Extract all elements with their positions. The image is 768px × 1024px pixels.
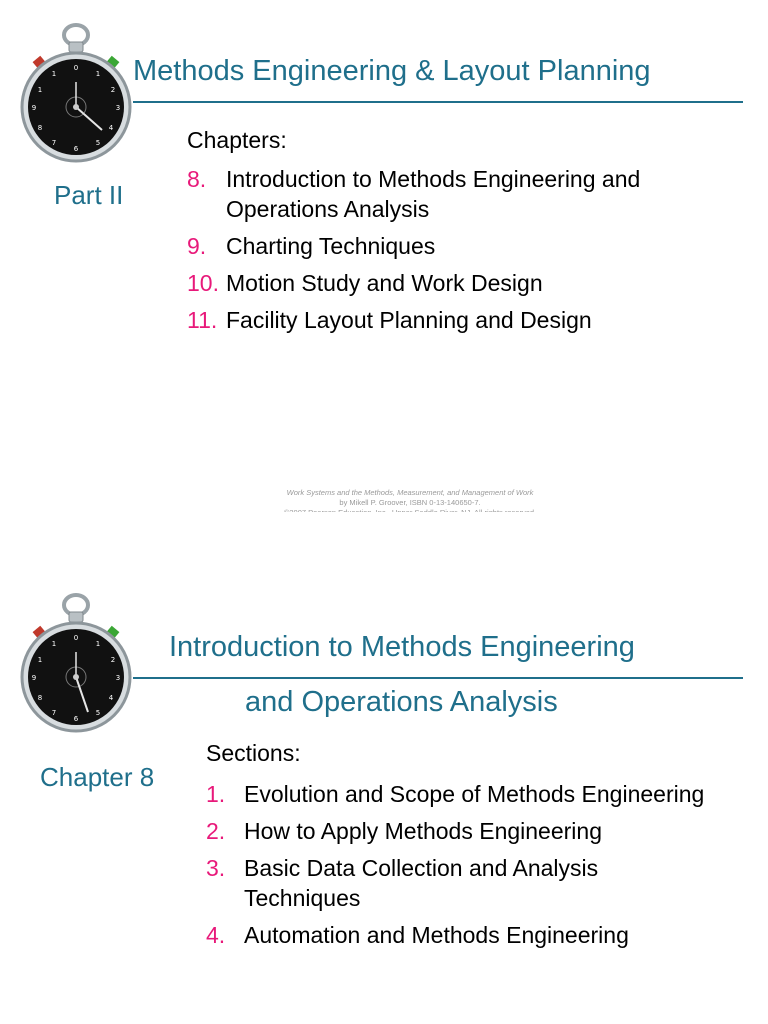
part-label: Part II: [54, 180, 124, 210]
svg-text:8: 8: [37, 694, 43, 702]
slide-title-line-2: and Operations Analysis: [245, 686, 558, 718]
svg-text:2: 2: [110, 86, 116, 94]
section-number: 1.: [206, 781, 226, 807]
svg-text:9: 9: [31, 674, 37, 682]
section-list: [206, 779, 706, 957]
footer-book-title: Work Systems and the Methods, Measurement, and Management of Work: [286, 488, 534, 497]
chapter-title: Facility Layout Planning and Design: [226, 307, 592, 333]
svg-text:4: 4: [108, 124, 114, 132]
sections-heading: Sections:: [206, 740, 301, 766]
svg-text:7: 7: [51, 139, 57, 147]
chapter-label: Chapter 8: [40, 762, 155, 792]
chapters-heading: Chapters:: [187, 127, 287, 153]
list-item: [187, 164, 727, 224]
slide-title: Methods Engineering & Layout Planning: [133, 55, 651, 87]
svg-text:5: 5: [95, 139, 101, 147]
svg-text:2: 2: [110, 656, 116, 664]
svg-text:7: 7: [51, 709, 57, 717]
svg-text:4: 4: [108, 694, 114, 702]
list-item: [187, 305, 727, 335]
slide-2: [0, 512, 768, 1024]
section-number: 2.: [206, 818, 226, 844]
chapter-title: Motion Study and Work Design: [226, 270, 543, 296]
chapter-number: 10.: [187, 270, 219, 296]
svg-text:0: 0: [73, 634, 79, 642]
section-title: Basic Data Collection and Analysis Techniques: [244, 855, 599, 911]
title-underline: [133, 677, 743, 679]
chapter-title: Introduction to Methods Engineering and Operations Analysis: [226, 166, 641, 222]
stopwatch-icon: [18, 592, 138, 734]
svg-text:0: 0: [73, 64, 79, 72]
stopwatch-icon: [18, 22, 138, 164]
svg-text:3: 3: [115, 104, 121, 112]
svg-text:9: 9: [31, 104, 37, 112]
svg-text:6: 6: [73, 145, 79, 153]
svg-text:3: 3: [115, 674, 121, 682]
list-item: [206, 779, 706, 809]
chapter-list: [187, 164, 727, 342]
svg-text:6: 6: [73, 715, 79, 723]
svg-text:8: 8: [37, 124, 43, 132]
svg-text:1: 1: [95, 640, 101, 648]
list-item: [187, 268, 727, 298]
svg-text:5: 5: [95, 709, 101, 717]
title-underline: [133, 101, 743, 103]
section-title: How to Apply Methods Engineering: [244, 818, 602, 844]
list-item: [206, 816, 706, 846]
list-item: [187, 231, 727, 261]
section-number: 4.: [206, 922, 226, 948]
svg-text:1: 1: [51, 640, 57, 648]
svg-text:1: 1: [37, 656, 43, 664]
list-item: [206, 920, 706, 950]
chapter-number: 8.: [187, 166, 207, 192]
section-title: Automation and Methods Engineering: [244, 922, 629, 948]
svg-text:1: 1: [95, 70, 101, 78]
footer-author: by Mikell P. Groover, ISBN 0-13-140650-7.: [339, 498, 481, 507]
chapter-title: Charting Techniques: [226, 233, 436, 259]
svg-text:1: 1: [51, 70, 57, 78]
list-item: [206, 853, 706, 913]
slide-title-line-1: Introduction to Methods Engineering: [169, 631, 635, 663]
chapter-number: 11.: [187, 307, 218, 333]
svg-text:1: 1: [37, 86, 43, 94]
section-number: 3.: [206, 855, 226, 881]
chapter-number: 9.: [187, 233, 207, 259]
section-title: Evolution and Scope of Methods Engineering: [244, 781, 705, 807]
